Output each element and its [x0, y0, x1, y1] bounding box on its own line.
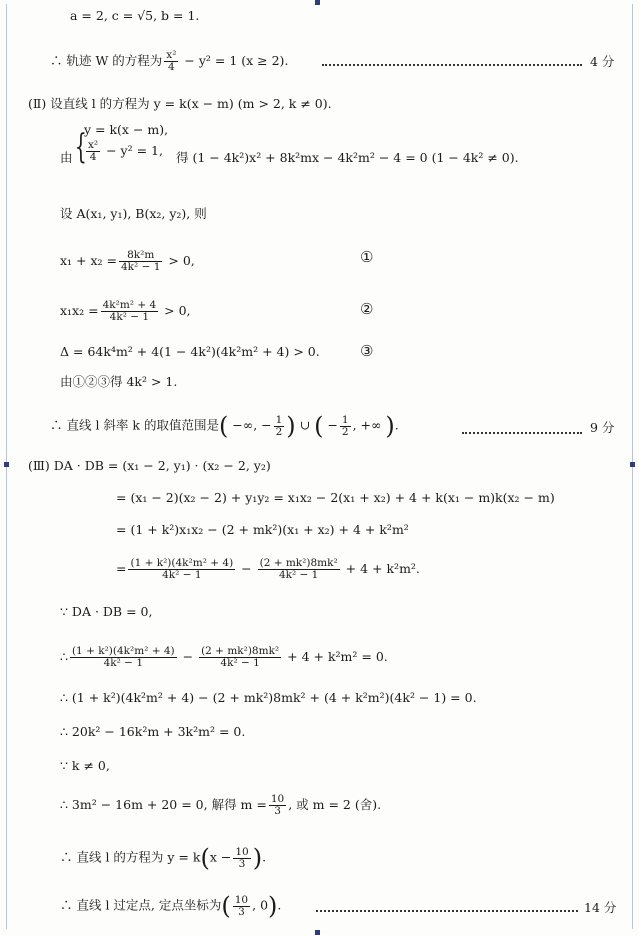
- text-line-expand-1: = (x₁ − 2)(x₂ − 2) + y₁y₂ = x₁x₂ − 2(x₁ + x₂) + 4 + k(x₁ − m)k(x₂ − m): [116, 490, 555, 505]
- trajectory-suffix: − y² = 1 (x ≥ 2).: [180, 53, 289, 68]
- dotted-leader-2: [462, 432, 582, 434]
- brace: {: [74, 127, 87, 167]
- text-line-sum: x₁ + x₂ = $\frac{\text{8k²m}}{\text{4k² − 1}}$ > 0,: [60, 249, 195, 273]
- dotted-leader-3: [316, 910, 578, 912]
- circle-mark-3: ③: [360, 342, 374, 360]
- text-line-abc: a = 2, c = √5, b = 1.: [70, 8, 200, 23]
- system-row-1: y = k(x − m),: [84, 122, 169, 137]
- fraction-product: $\frac{\text{4k²m² + 4}}{\text{4k² − 1}}$: [102, 299, 157, 323]
- score-label-2: 9 分: [590, 420, 615, 435]
- fraction-sum: $\frac{\text{8k²m}}{\text{4k² − 1}}$: [121, 249, 161, 273]
- trajectory-prefix: ∴ 轨迹 W 的方程为: [50, 53, 163, 68]
- resize-handle-top[interactable]: [315, 0, 320, 5]
- resize-handle-bottom[interactable]: [315, 930, 320, 935]
- text-line-delta: Δ = 64k⁴m² + 4(1 − 4k²)(4k²m² + 4) > 0.: [60, 344, 320, 359]
- text-line-expand-2: = (1 + k²)x₁x₂ − (2 + mk²)(x₁ + x₂) + 4 + k²m²: [116, 522, 409, 537]
- score-label: 4 分: [590, 54, 615, 69]
- text-line-trajectory: [50, 50, 288, 73]
- text-line-set-ab: 设 A(x₁, y₁), B(x₂, y₂), 则: [60, 206, 207, 221]
- equation-system: [84, 120, 168, 163]
- text-line-frac-equation: ∴ $\frac{\text{(1 + k²)(4k²m² + 4)}}{\text{4k² − 1}}$ − $\frac{\text{(2 + mk²)8mk²}}{\text{4k² − 1}}$ + 4 + k²m² = 0.: [60, 645, 388, 669]
- text-line-line-eq: ∴ 直线 l 的方程为 y = k(x − $\frac{10}{3}$ ).: [60, 844, 267, 872]
- text-line-slope-range: ∴ 直线 l 斜率 k 的取值范围是( −∞, − $\frac{1}{2}$ ) ∪ ( − $\frac{1}{2}$ , +∞ ).: [50, 412, 399, 440]
- dotted-leader: [322, 64, 582, 66]
- text-line-k-nonzero: ∵ k ≠ 0,: [60, 758, 110, 773]
- text-line-part-ii: (Ⅱ) 设直线 l 的方程为 y = k(x − m) (m > 2, k ≠ 0).: [28, 96, 332, 111]
- text-line-dot-zero: ∵ DA · DB = 0,: [60, 604, 153, 619]
- system-row-2: $\frac{\text{x²}}{4}$ − y² = 1,: [88, 139, 163, 163]
- text-line-solve-m: ∴ 3m² − 16m + 20 = 0, 解得 m = $\frac{10}{3}$ , 或 m = 2 (舍).: [60, 793, 382, 817]
- text-line-part-iii: (Ⅲ) DA · DB = (x₁ − 2, y₁) · (x₂ − 2, y₂): [28, 458, 271, 473]
- resize-handle-left[interactable]: [4, 462, 9, 467]
- resize-handle-right[interactable]: [630, 462, 635, 467]
- text-line-fixed-point: ∴ 直线 l 过定点, 定点坐标为( $\frac{10}{3}$ , 0).: [60, 892, 282, 920]
- text-line-cleared: ∴ (1 + k²)(4k²m² + 4) − (2 + mk²)8mk² + (4 + k²m²)(4k² − 1) = 0.: [60, 690, 477, 705]
- fraction-x2-4: $\frac{\text{x²}}{4}$: [166, 49, 177, 73]
- circle-mark-2: ②: [360, 300, 374, 318]
- text-you: 由: [60, 150, 73, 165]
- text-line-result: 得 (1 − 4k²)x² + 8k²mx − 4k²m² − 4 = 0 (1 − 4k² ≠ 0).: [176, 150, 519, 165]
- text-line-expand-3: = $\frac{\text{(1 + k²)(4k²m² + 4)}}{\text{4k² − 1}}$ − $\frac{\text{(2 + mk²)8mk²}}{\text{4k² − 1}}$ + 4 + k²m².: [116, 557, 420, 581]
- text-line-product: x₁x₂ = $\frac{\text{4k²m² + 4}}{\text{4k² − 1}}$ > 0,: [60, 299, 191, 323]
- score-label-3: 14 分: [584, 900, 617, 915]
- circle-mark-1: ①: [360, 248, 374, 266]
- text-line-combined: 由①②③得 4k² > 1.: [60, 374, 178, 389]
- text-line-simplified: ∴ 20k² − 16k²m + 3k²m² = 0.: [60, 724, 246, 739]
